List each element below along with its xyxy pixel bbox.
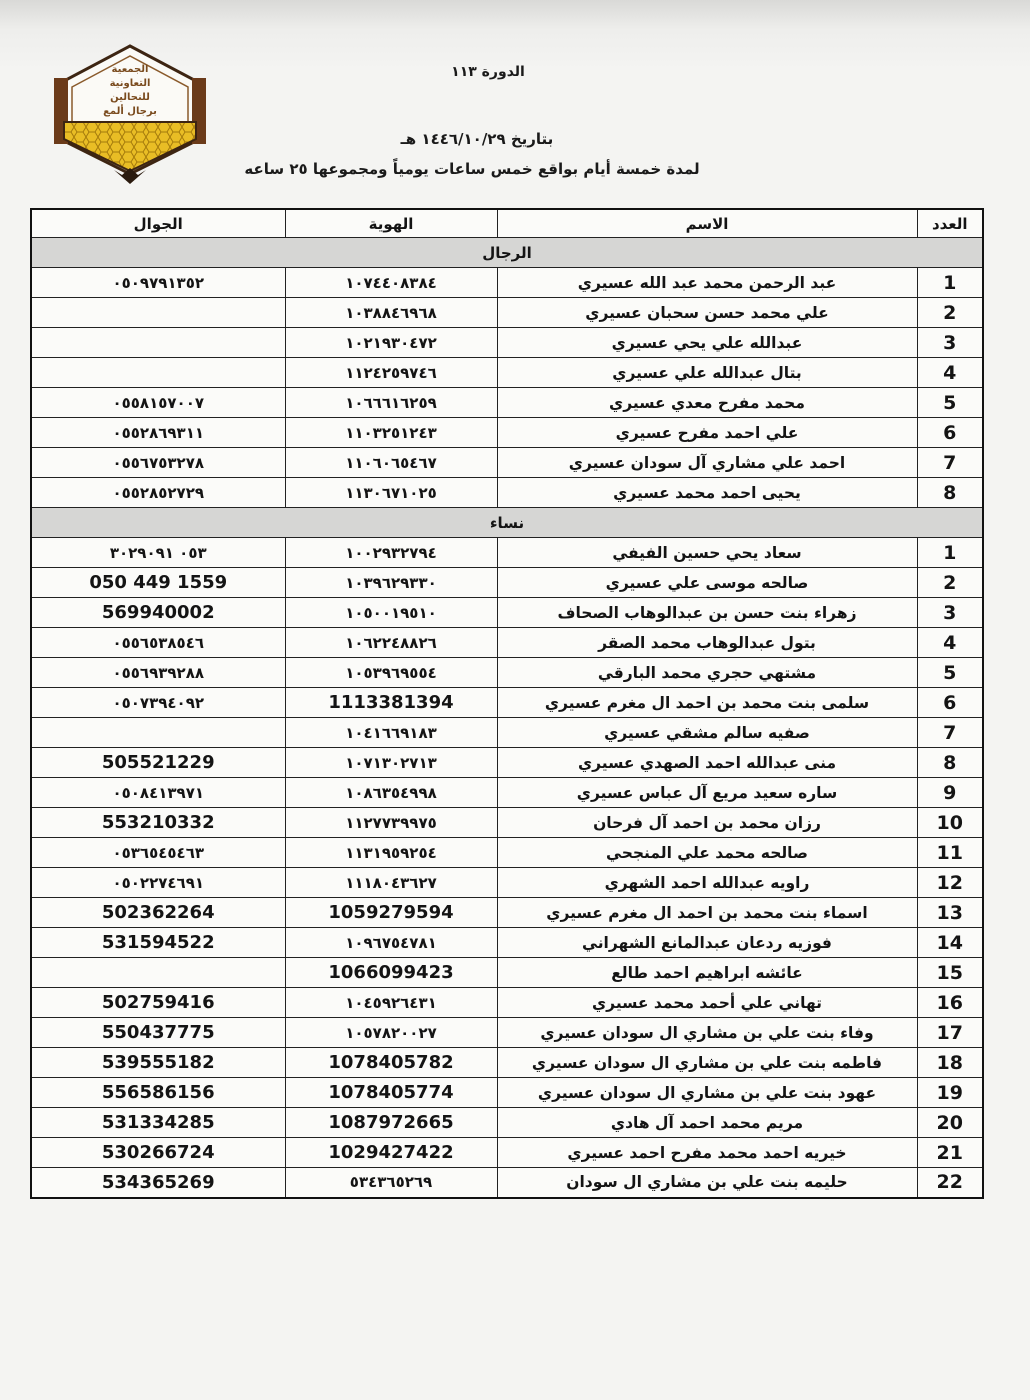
table-row (31, 1048, 983, 1078)
section-row (31, 508, 983, 538)
row-number: 9 (917, 778, 983, 808)
participant-name: محمد مفرح معدي عسيري (497, 388, 917, 418)
participant-name: يحيى احمد محمد عسيري (497, 478, 917, 508)
national-id: ١٠٦٦٦١٦٢٥٩ (285, 388, 497, 418)
logo-text-line: برجال ألمع (103, 106, 157, 117)
participant-name: احمد علي مشاري آل سودان عسيري (497, 448, 917, 478)
mobile-number: ٠٥٥٨١٥٧٠٠٧ (31, 388, 285, 418)
mobile-number (31, 958, 285, 988)
table-row (31, 1078, 983, 1108)
row-number: 7 (917, 718, 983, 748)
participant-name: تهاني علي أحمد محمد عسيري (497, 988, 917, 1018)
table-row (31, 538, 983, 568)
logo-text-line: الجمعية (111, 64, 149, 75)
mobile-number: 502759416 (31, 988, 285, 1018)
section-title: نساء (31, 508, 983, 538)
logo-text-line: للنحالين (110, 92, 150, 103)
participant-name: راويه عبدالله احمد الشهري (497, 868, 917, 898)
mobile-number: ٠٥٥٦٥٣٨٥٤٦ (31, 628, 285, 658)
national-id: ١١٢٧٧٣٩٩٧٥ (285, 808, 497, 838)
row-number: 21 (917, 1138, 983, 1168)
table-row (31, 448, 983, 478)
national-id: 1078405774 (285, 1078, 497, 1108)
row-number: 3 (917, 598, 983, 628)
bee-emblem-icon (114, 168, 146, 184)
participant-name: عبد الرحمن محمد عبد الله عسيري (497, 268, 917, 298)
national-id: ١٠٤١٦٦٩١٨٣ (285, 718, 497, 748)
table-row (31, 898, 983, 928)
mobile-number: ٠٥٥٢٨٥٢٧٢٩ (31, 478, 285, 508)
participant-name: عبدالله علي يحي عسيري (497, 328, 917, 358)
mobile-number (31, 358, 285, 388)
row-number: 6 (917, 418, 983, 448)
national-id: ١١٢٤٢٥٩٧٤٦ (285, 358, 497, 388)
section-row (31, 238, 983, 268)
row-number: 4 (917, 628, 983, 658)
course-date: بتاريخ ١٤٤٦/١٠/٢٩ هـ (400, 130, 554, 148)
national-id: 1029427422 (285, 1138, 497, 1168)
row-number: 2 (917, 568, 983, 598)
table-row (31, 958, 983, 988)
participant-name: فوزيه ردعان عبدالمانع الشهراني (497, 928, 917, 958)
mobile-number: ٠٥٠٧٣٩٤٠٩٢ (31, 688, 285, 718)
participant-name: اسماء بنت محمد بن احمد ال مغرم عسيري (497, 898, 917, 928)
participants-table (30, 208, 984, 1199)
mobile-number: ٠٥٠٨٤١٣٩٧١ (31, 778, 285, 808)
section-title: الرجال (31, 238, 983, 268)
mobile-number: ٠٥٣ ٣٠٢٩٠٩١ (31, 538, 285, 568)
table-row (31, 328, 983, 358)
table-row (31, 778, 983, 808)
row-number: 3 (917, 328, 983, 358)
national-id: 1078405782 (285, 1048, 497, 1078)
mobile-number: 050 449 1559 (31, 568, 285, 598)
national-id: ١٠٤٥٩٢٦٤٣١ (285, 988, 497, 1018)
mobile-number: 505521229 (31, 748, 285, 778)
mobile-number: 569940002 (31, 598, 285, 628)
participant-name: صفيه سالم مشقي عسيري (497, 718, 917, 748)
course-duration: لمدة خمسة أيام بواقع خمس ساعات يومياً ومجموعها ٢٥ ساعه (244, 160, 700, 178)
row-number: 5 (917, 388, 983, 418)
table-row (31, 598, 983, 628)
participant-name: رزان محمد بن احمد آل فرحان (497, 808, 917, 838)
logo-text-line: التعاونية (109, 78, 151, 89)
participant-name: صالحه موسى علي عسيري (497, 568, 917, 598)
national-id: ١١١٨٠٤٣٦٢٧ (285, 868, 497, 898)
table-row (31, 388, 983, 418)
participant-name: علي احمد مفرح عسيري (497, 418, 917, 448)
row-number: 6 (917, 688, 983, 718)
row-number: 22 (917, 1168, 983, 1198)
participant-name: صالحه محمد علي المنجحي (497, 838, 917, 868)
national-id: ١٠٢١٩٣٠٤٧٢ (285, 328, 497, 358)
participant-name: فاطمه بنت علي بن مشاري ال سودان عسيري (497, 1048, 917, 1078)
row-number: 5 (917, 658, 983, 688)
row-number: 15 (917, 958, 983, 988)
participant-name: مشتهي حجري محمد البارقي (497, 658, 917, 688)
row-number: 12 (917, 868, 983, 898)
table-row (31, 568, 983, 598)
table-row (31, 268, 983, 298)
national-id: 1087972665 (285, 1108, 497, 1138)
table-row (31, 718, 983, 748)
mobile-number: ٠٥٣٦٥٤٥٤٦٣ (31, 838, 285, 868)
national-id: ١٠٧١٣٠٢٧١٣ (285, 748, 497, 778)
national-id: ١٠٠٢٩٣٢٧٩٤ (285, 538, 497, 568)
row-number: 19 (917, 1078, 983, 1108)
mobile-number (31, 328, 285, 358)
mobile-number: 530266724 (31, 1138, 285, 1168)
national-id: ١٠٣٨٨٤٦٩٦٨ (285, 298, 497, 328)
row-number: 4 (917, 358, 983, 388)
national-id: ١٠٦٢٢٤٨٨٢٦ (285, 628, 497, 658)
mobile-number: ٠٥٠٩٧٩١٣٥٢ (31, 268, 285, 298)
participant-name: عهود بنت علي بن مشاري ال سودان عسيري (497, 1078, 917, 1108)
national-id: ١٠٩٦٧٥٤٧٨١ (285, 928, 497, 958)
table-row (31, 628, 983, 658)
table-row (31, 928, 983, 958)
table-header-row (31, 209, 983, 238)
mobile-number: 556586156 (31, 1078, 285, 1108)
national-id: ١٠٣٩٦٢٩٣٣٠ (285, 568, 497, 598)
national-id: ١١٠٦٠٦٥٤٦٧ (285, 448, 497, 478)
row-number: 13 (917, 898, 983, 928)
participant-name: عائشه ابراهيم احمد طالع (497, 958, 917, 988)
national-id: ١١٠٣٢٥١٢٤٣ (285, 418, 497, 448)
row-number: 1 (917, 538, 983, 568)
table-row (31, 298, 983, 328)
mobile-number: 531594522 (31, 928, 285, 958)
mobile-number: ٠٥٥٦٧٥٣٢٧٨ (31, 448, 285, 478)
mobile-number: 539555182 (31, 1048, 285, 1078)
national-id: ١١٣١٩٥٩٢٥٤ (285, 838, 497, 868)
association-logo (50, 42, 210, 187)
column-header-count: العدد (917, 209, 983, 238)
participant-name: مريم محمد احمد آل هادي (497, 1108, 917, 1138)
table-row (31, 1168, 983, 1198)
national-id: ٥٣٤٣٦٥٢٦٩ (285, 1168, 497, 1198)
national-id: 1113381394 (285, 688, 497, 718)
participant-name: حليمه بنت علي بن مشاري ال سودان (497, 1168, 917, 1198)
table-row (31, 658, 983, 688)
national-id: ١٠٥٠٠١٩٥١٠ (285, 598, 497, 628)
participant-name: بتال عبدالله علي عسيري (497, 358, 917, 388)
table-row (31, 988, 983, 1018)
national-id: ١٠٧٤٤٠٨٣٨٤ (285, 268, 497, 298)
table-row (31, 478, 983, 508)
mobile-number: 553210332 (31, 808, 285, 838)
mobile-number (31, 718, 285, 748)
mobile-number: 550437775 (31, 1018, 285, 1048)
table-row (31, 358, 983, 388)
row-number: 8 (917, 748, 983, 778)
row-number: 17 (917, 1018, 983, 1048)
mobile-number: 531334285 (31, 1108, 285, 1138)
column-header-id: الهوية (285, 209, 497, 238)
table-body (31, 238, 983, 1198)
participant-name: علي محمد حسن سحبان عسيري (497, 298, 917, 328)
table-row (31, 1138, 983, 1168)
table-row (31, 838, 983, 868)
mobile-number: ٠٥٥٢٨٦٩٣١١ (31, 418, 285, 448)
table-row (31, 748, 983, 778)
national-id: 1059279594 (285, 898, 497, 928)
table-row (31, 808, 983, 838)
row-number: 10 (917, 808, 983, 838)
national-id: ١٠٥٧٨٢٠٠٢٧ (285, 1018, 497, 1048)
row-number: 11 (917, 838, 983, 868)
row-number: 20 (917, 1108, 983, 1138)
mobile-number: ٠٥٥٦٩٣٩٢٨٨ (31, 658, 285, 688)
table-row (31, 688, 983, 718)
national-id: ١١٣٠٦٧١٠٢٥ (285, 478, 497, 508)
table-row (31, 868, 983, 898)
mobile-number: 534365269 (31, 1168, 285, 1198)
participant-name: ساره سعيد مريع آل عباس عسيري (497, 778, 917, 808)
row-number: 16 (917, 988, 983, 1018)
national-id: 1066099423 (285, 958, 497, 988)
honeycomb-icon (64, 122, 196, 171)
participant-name: خيريه احمد محمد مفرح احمد عسيري (497, 1138, 917, 1168)
column-header-mobile: الجوال (31, 209, 285, 238)
row-number: 2 (917, 298, 983, 328)
column-header-name: الاسم (497, 209, 917, 238)
table-row (31, 1108, 983, 1138)
participant-name: سعاد يحي حسين الفيفي (497, 538, 917, 568)
participant-name: زهراء بنت حسن بن عبدالوهاب الصحاف (497, 598, 917, 628)
table-row (31, 1018, 983, 1048)
national-id: ١٠٨٦٣٥٤٩٩٨ (285, 778, 497, 808)
table-row (31, 418, 983, 448)
row-number: 7 (917, 448, 983, 478)
participant-name: وفاء بنت علي بن مشاري ال سودان عسيري (497, 1018, 917, 1048)
row-number: 18 (917, 1048, 983, 1078)
participant-name: سلمى بنت محمد بن احمد ال مغرم عسيري (497, 688, 917, 718)
row-number: 14 (917, 928, 983, 958)
row-number: 8 (917, 478, 983, 508)
participant-name: بتول عبدالوهاب محمد الصقر (497, 628, 917, 658)
mobile-number: ٠٥٠٢٢٧٤٦٩١ (31, 868, 285, 898)
mobile-number: 502362264 (31, 898, 285, 928)
course-title: الدورة ١١٣ (451, 64, 525, 80)
mobile-number (31, 298, 285, 328)
national-id: ١٠٥٣٩٦٩٥٥٤ (285, 658, 497, 688)
row-number: 1 (917, 268, 983, 298)
participant-name: منى عبدالله احمد الصهدي عسيري (497, 748, 917, 778)
